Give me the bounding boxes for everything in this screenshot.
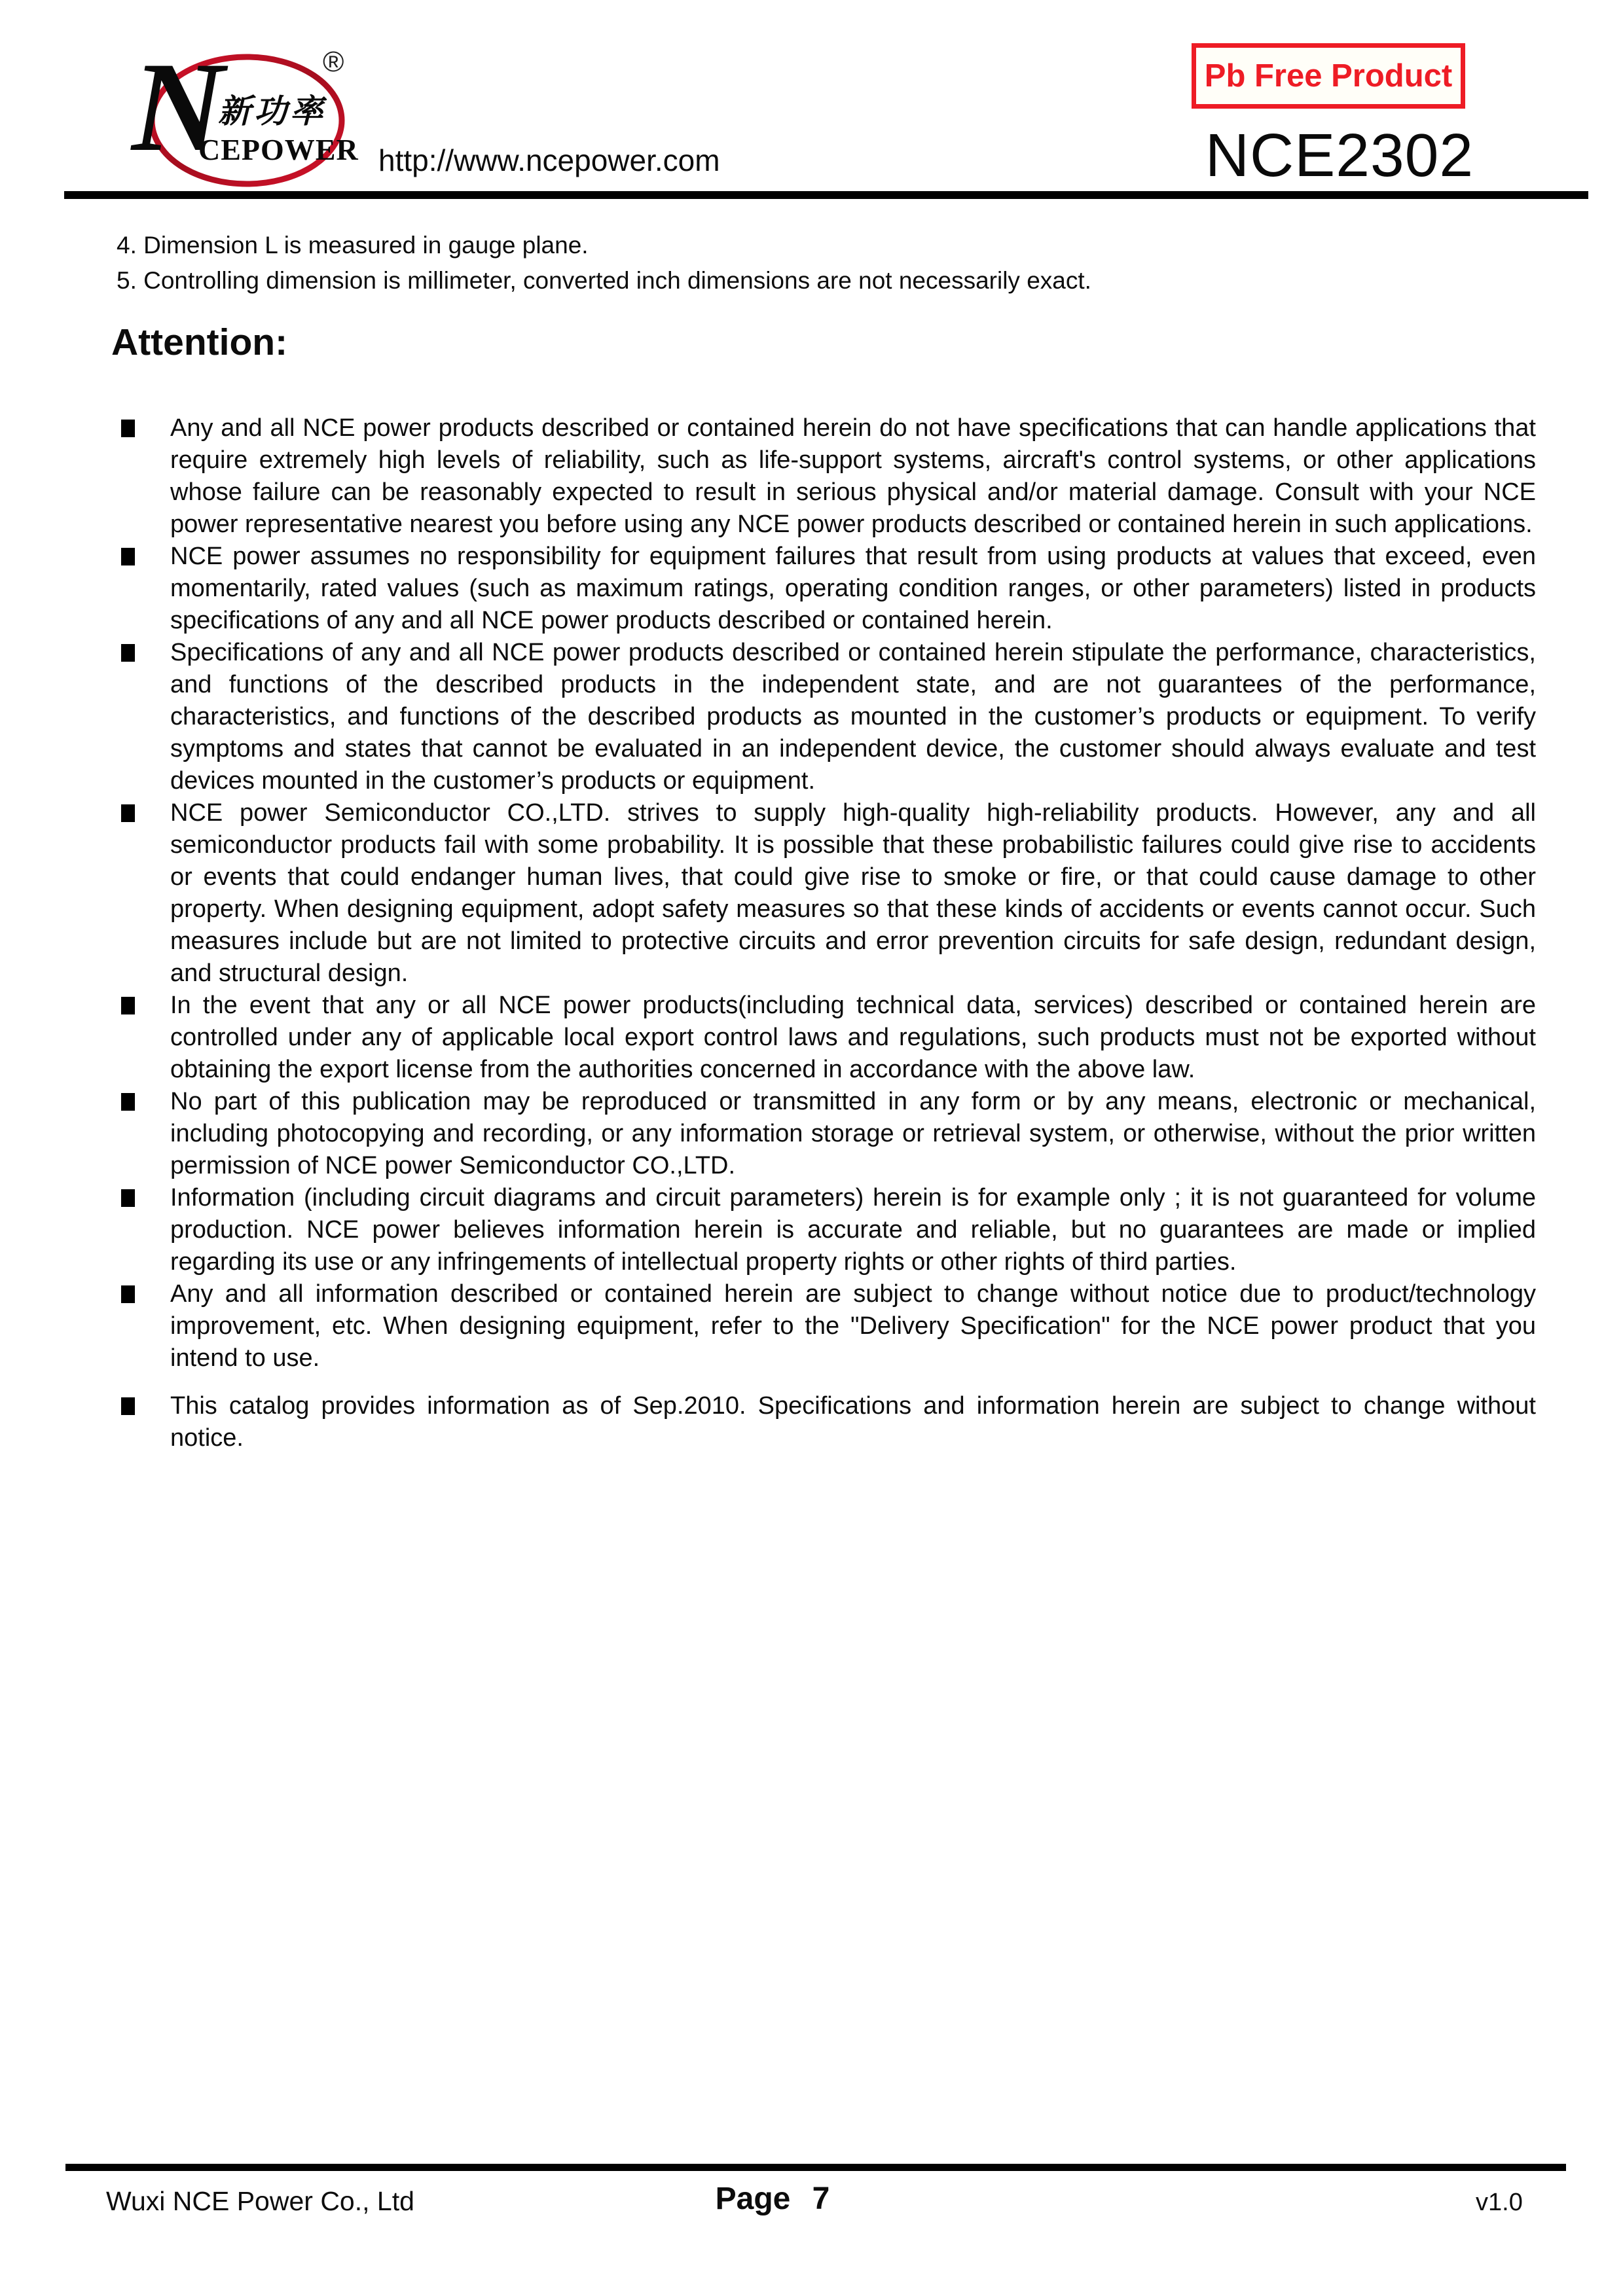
attention-item [121, 541, 1539, 637]
ncepower-logo [132, 36, 359, 191]
note-line-5: 5. Controlling dimension is millimeter, converted inch dimensions are not necessarily exact. [117, 267, 1091, 294]
attention-item-text: Specifications of any and all NCE power products described or contained herein stipulate the performance, characteristics, and functions of the described products in the independent state, and are not guarantees of the performance, characteristics, and functions of the described products as mounted in the customer’s products or equipment. To verify symptoms and states that cannot be evaluated in an independent device, the customer should always evaluate and test devices mounted in the customer’s products or equipment. [170, 639, 1536, 795]
bullet-square-icon [121, 997, 135, 1014]
footer-company: Wuxi NCE Power Co., Ltd [106, 2186, 414, 2216]
attention-item-text: Any and all information described or contained herein are subject to change without notice due to product/technology improvement, etc. When designing equipment, refer to the "Delivery Specification" for the NCE power product that you intend to use. [170, 1280, 1536, 1372]
bullet-square-icon [121, 804, 135, 822]
attention-title: Attention: [111, 321, 288, 363]
footer-divider [65, 2164, 1566, 2171]
note-line-4: 4. Dimension L is measured in gauge plane. [117, 232, 589, 259]
registered-trademark-icon: ® [323, 46, 344, 78]
part-number: NCE2302 [1205, 121, 1474, 189]
pb-free-badge: Pb Free Product [1192, 43, 1465, 109]
site-url: http://www.ncepower.com [378, 143, 720, 177]
attention-item [121, 1390, 1539, 1454]
bullet-square-icon [121, 1397, 135, 1415]
bullet-square-icon [121, 1093, 135, 1111]
bullet-square-icon [121, 420, 135, 437]
attention-item [121, 637, 1539, 797]
footer-version: v1.0 [1476, 2189, 1523, 2216]
attention-item-text: In the event that any or all NCE power products(including technical data, services) described or contained herein are controlled under any of applicable local export control laws and regulations, such products must not be exported without obtaining the export license from the authorities concerned in accordance with the above law. [170, 992, 1536, 1083]
attention-item [121, 1278, 1539, 1374]
bullet-square-icon [121, 644, 135, 662]
bullet-square-icon [121, 548, 135, 565]
attention-item-text: This catalog provides information as of Sep.2010. Specifications and information herein are subject to change without notice. [170, 1392, 1536, 1452]
attention-item [121, 797, 1539, 990]
dimension-notes [117, 228, 1091, 298]
footer-page-number: Page 7 [715, 2181, 830, 2216]
logo-letter-n: N [132, 36, 225, 178]
attention-item-text: Any and all NCE power products described or contained herein do not have specifications that can handle applications that require extremely high levels of reliability, such as life-support systems, aircraft's control systems, or other applications whose failure can be reasonably expected to result in serious physical and/or material damage. Consult with your NCE power representative nearest you before using any NCE power products described or contained herein in such applications. [170, 414, 1536, 538]
bullet-square-icon [121, 1189, 135, 1207]
header-divider [64, 191, 1588, 199]
bullet-square-icon [121, 1285, 135, 1303]
attention-item-text: Information (including circuit diagrams and circuit parameters) herein is for example only ; it is not guaranteed for volume production. NCE power believes information herein is accurate and reliable, but no guarantees are made or implied regarding its use or any infringements of intellectual property rights or other rights of third parties. [170, 1184, 1536, 1276]
attention-item-text: NCE power assumes no responsibility for equipment failures that result from using products at values that exceed, even momentarily, rated values (such as maximum ratings, operating condition ranges, or other parameters) listed in products specifications of any and all NCE power products described or contained herein. [170, 543, 1536, 634]
attention-list [121, 412, 1539, 1454]
attention-item-text: No part of this publication may be reproduced or transmitted in any form or by any means, electronic or mechanical, including photocopying and recording, or any information storage or retrieval system, or otherwise, without the prior written permission of NCE power Semiconductor CO.,LTD. [170, 1088, 1536, 1179]
logo-cepower-text: CEPOWER [198, 133, 359, 166]
logo-chinese-text: 新功率 [218, 93, 326, 130]
attention-item-text: NCE power Semiconductor CO.,LTD. strives to supply high-quality high-reliability products. However, any and all semiconductor products fail with some probability. It is possible that these probabilistic failures could give rise to accidents or events that could endanger human lives, that could give rise to smoke or fire, or that could cause damage to other property. When designing equipment, adopt safety measures so that these kinds of accidents or events cannot occur. Such measures include but are not limited to protective circuits and error prevention circuits for safe design, redundant design, and structural design. [170, 799, 1536, 987]
attention-item [121, 1182, 1539, 1278]
attention-item [121, 1086, 1539, 1182]
attention-item [121, 990, 1539, 1086]
attention-item [121, 412, 1539, 541]
